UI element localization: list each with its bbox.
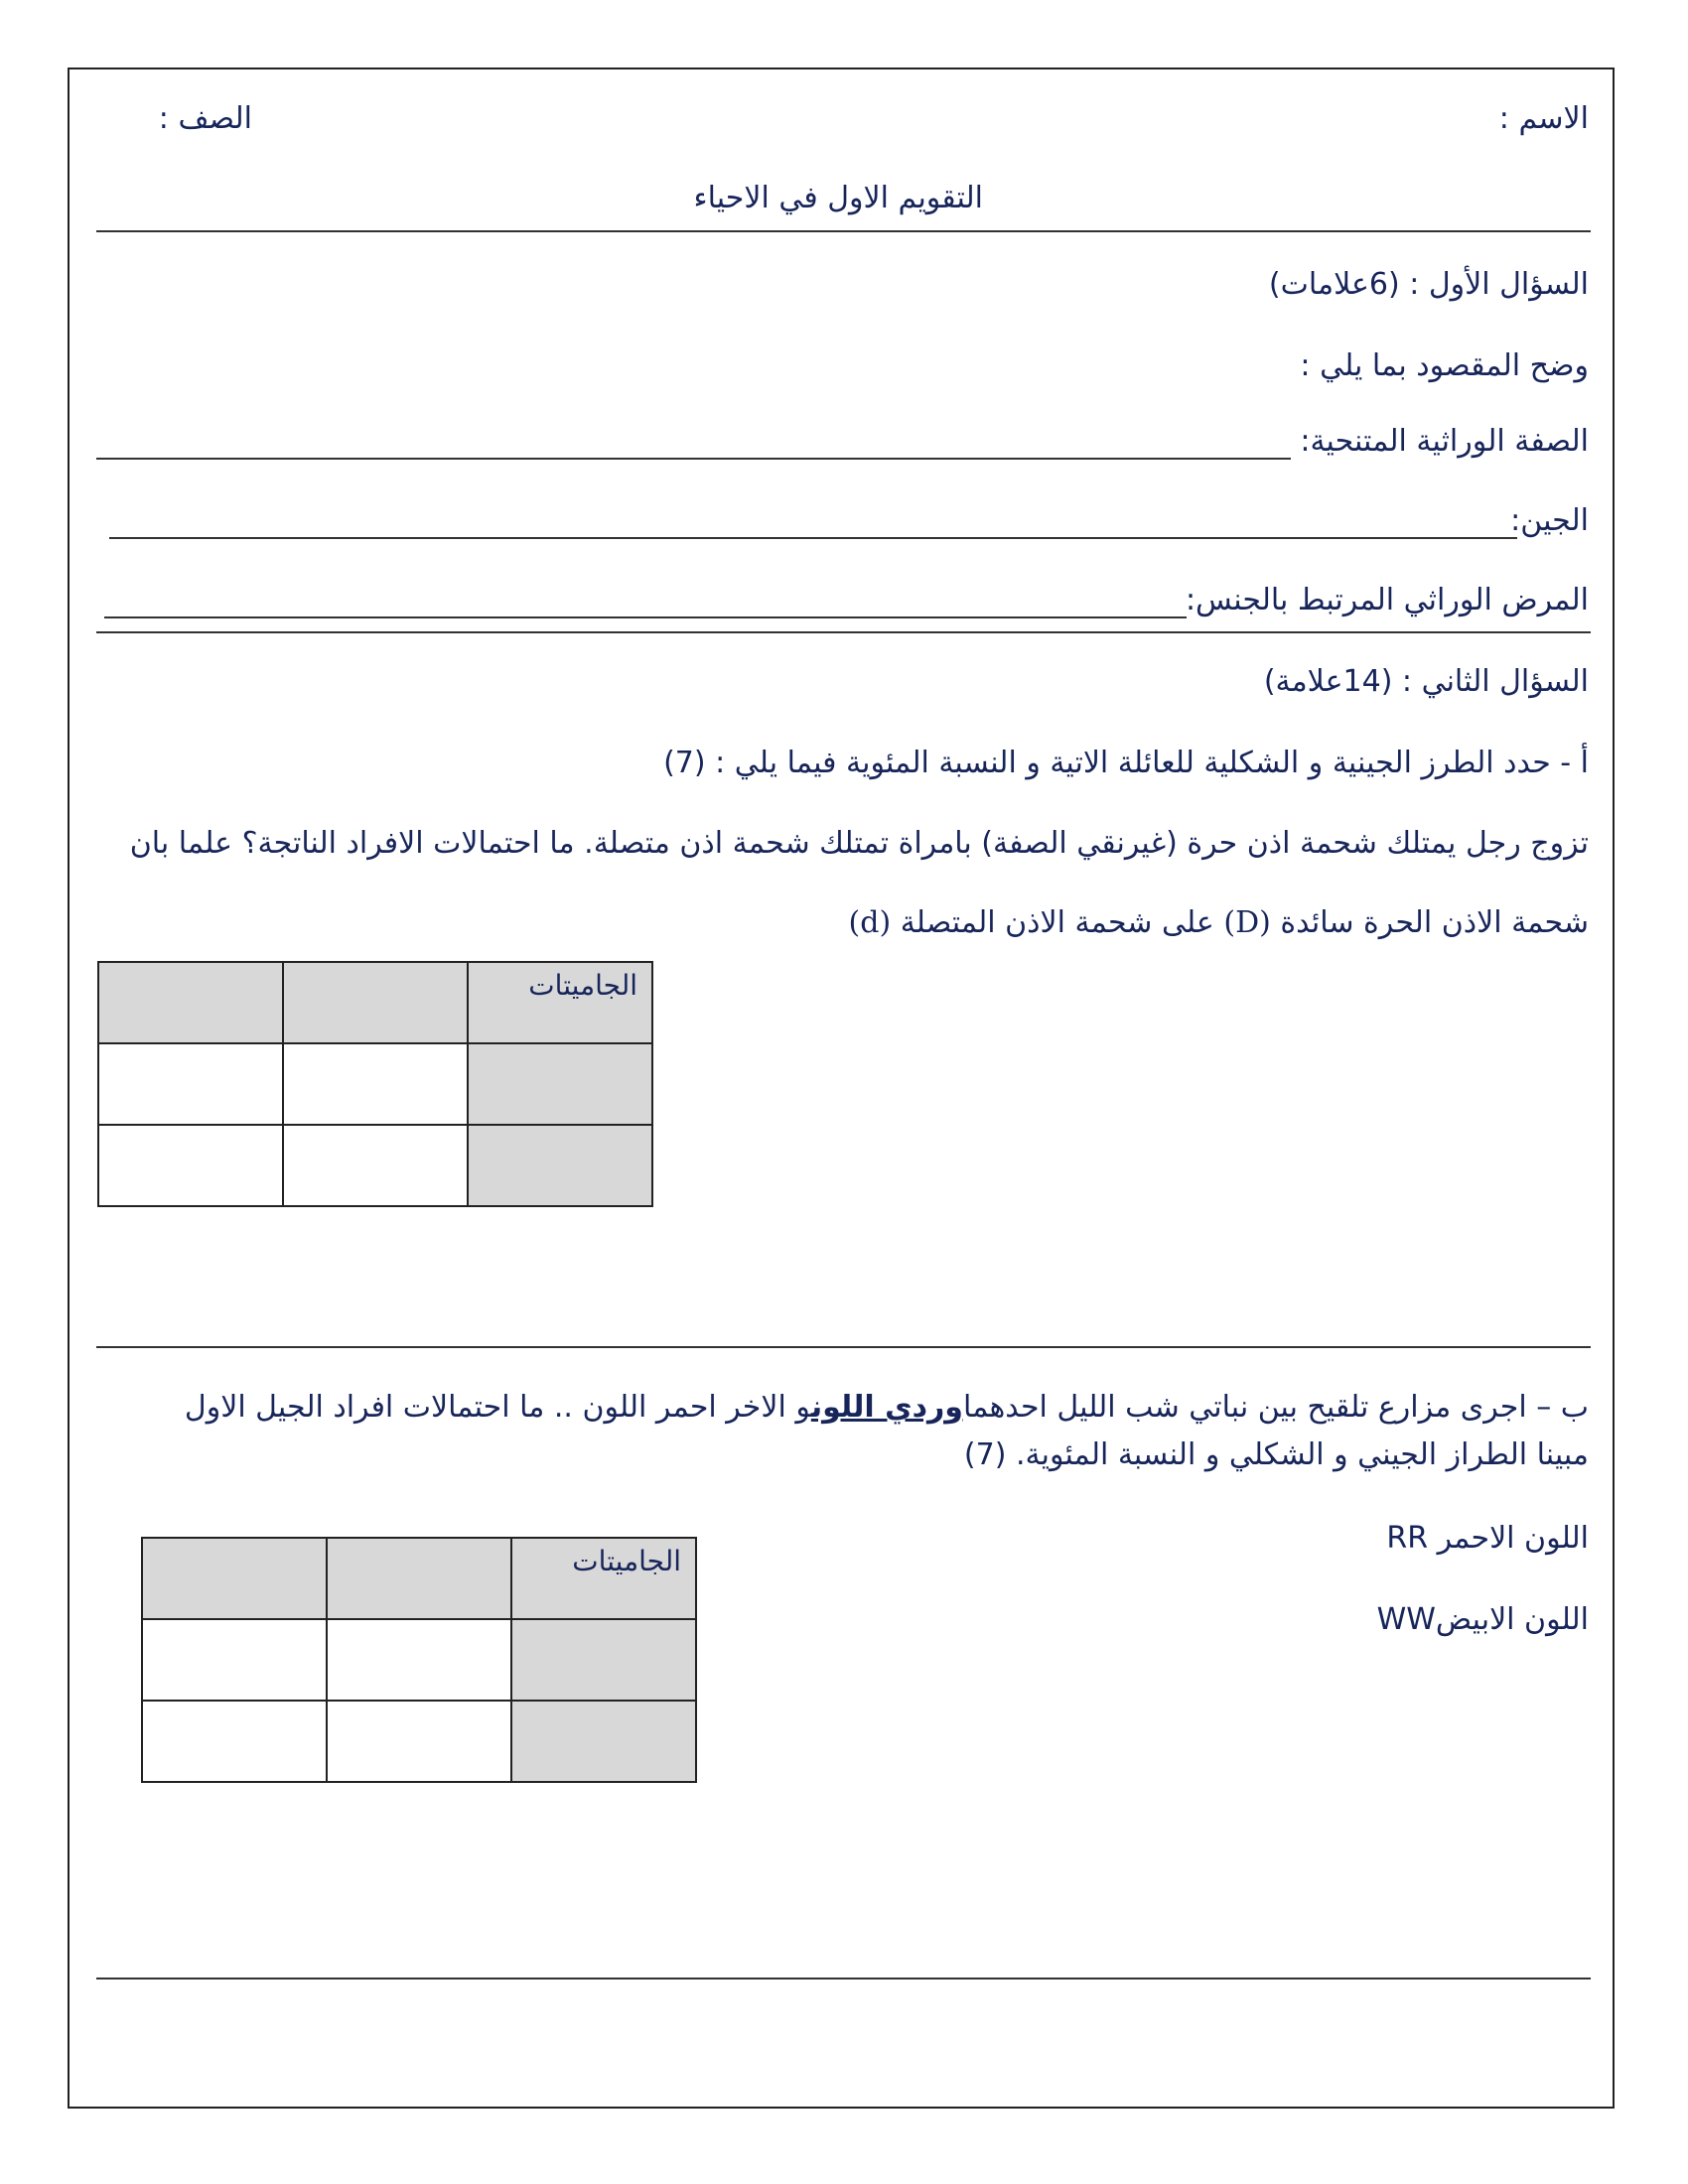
divider: [96, 230, 1591, 232]
answer-line[interactable]: [104, 616, 1187, 618]
white-color-genotype: اللون الابيضWW: [1376, 1602, 1589, 1637]
recessive-allele-symbol: (d): [848, 905, 892, 940]
gamete-cell[interactable]: [468, 1043, 652, 1125]
offspring-cell[interactable]: [98, 1125, 283, 1206]
offspring-cell[interactable]: [327, 1701, 511, 1782]
gamete-cell[interactable]: [283, 962, 468, 1043]
q2b-problem-line1: [185, 1388, 1589, 1428]
page-title: التقويم الاول في الاحياء: [693, 181, 983, 215]
q2a-problem-line1: تزوج رجل يمتلك شحمة اذن حرة (غيرنقي الصفة) بامراة تمتلك شحمة اذن متصلة. ما احتمالات الافراد الناتجة؟ علما بان: [129, 826, 1589, 861]
gamete-cell[interactable]: [327, 1538, 511, 1619]
q2-heading: السؤال الثاني : (14علامة): [1263, 664, 1589, 699]
q2a-instruction: أ - حدد الطرز الجينية و الشكلية للعائلة الاتية و النسبة المئوية فيما يلي : (7): [663, 746, 1589, 780]
red-color-genotype: اللون الاحمر RR: [1386, 1521, 1589, 1556]
term-sex-linked-disease: المرض الوراثي المرتبط بالجنس:: [1185, 583, 1589, 617]
q2b-text: ب – اجرى مزارع تلقيح بين نباتي شب الليل احدهما: [962, 1390, 1589, 1425]
pink-color-emphasis: وردي اللون: [810, 1390, 963, 1425]
punnett-square-b: [141, 1537, 697, 1783]
answer-line[interactable]: [96, 458, 1291, 460]
gamete-cell[interactable]: [511, 1619, 696, 1701]
dominant-allele-symbol: (D): [1223, 905, 1271, 940]
divider: [96, 1978, 1591, 1979]
gamete-cell[interactable]: [98, 962, 283, 1043]
q2a-problem-line2: [849, 903, 1590, 943]
name-label: الاسم :: [1498, 101, 1589, 136]
term-recessive-trait: الصفة الوراثية المتنحية:: [1300, 424, 1589, 459]
offspring-cell[interactable]: [327, 1619, 511, 1701]
gametes-header: الجاميتات: [511, 1538, 696, 1619]
offspring-cell[interactable]: [142, 1701, 327, 1782]
class-label: الصف :: [158, 101, 252, 136]
gamete-cell[interactable]: [511, 1701, 696, 1782]
q2a-text: شحمة الاذن الحرة سائدة: [1280, 905, 1589, 940]
gamete-cell[interactable]: [142, 1538, 327, 1619]
divider: [96, 631, 1591, 633]
offspring-cell[interactable]: [283, 1125, 468, 1206]
q1-instruction: وضح المقصود بما يلي :: [1300, 348, 1589, 383]
answer-line[interactable]: [109, 537, 1517, 539]
term-gene: الجين:: [1510, 503, 1589, 538]
gamete-cell[interactable]: [468, 1125, 652, 1206]
q2b-problem-line2: مبينا الطراز الجيني و الشكلي و النسبة المئوية. (7): [963, 1437, 1589, 1472]
punnett-square-a: [97, 961, 653, 1207]
offspring-cell[interactable]: [98, 1043, 283, 1125]
q2a-text: على شحمة الاذن المتصلة: [900, 905, 1214, 940]
q2b-text: و الاخر احمر اللون .. ما احتمالات افراد الجيل الاول: [184, 1390, 811, 1425]
divider: [96, 1346, 1591, 1348]
q1-heading: السؤال الأول : (6علامات): [1268, 267, 1589, 302]
offspring-cell[interactable]: [142, 1619, 327, 1701]
offspring-cell[interactable]: [283, 1043, 468, 1125]
gametes-header: الجاميتات: [468, 962, 652, 1043]
